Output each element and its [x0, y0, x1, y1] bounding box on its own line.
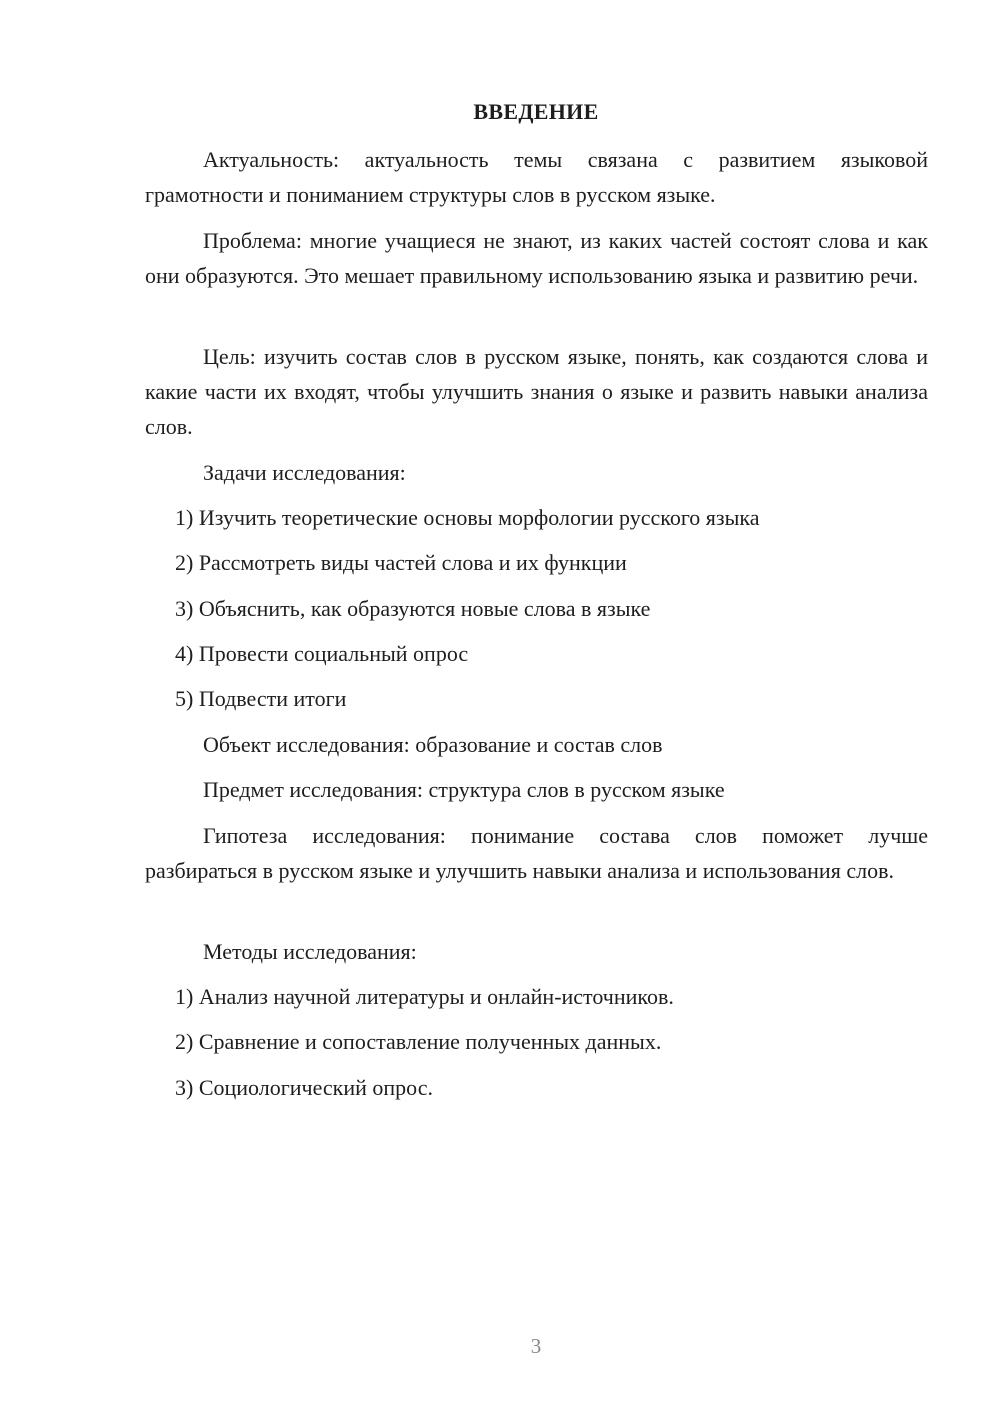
subject-line: Предмет исследования: структура слов в русском языке: [203, 777, 725, 802]
tasks-heading: Задачи исследования:: [203, 460, 406, 485]
goal-text: Цель: изучить состав слов в русском языке, понять, как создаются слова и какие части их входят, чтобы улучшить знания о языке и развить навыки анализа слов.: [145, 344, 928, 439]
problem-paragraph: [145, 223, 928, 293]
method-item: 3) Социологический опрос.: [175, 1075, 433, 1100]
section-title: ВВЕДЕНИЕ: [473, 99, 599, 124]
method-item: 1) Анализ научной литературы и онлайн-источников.: [175, 984, 674, 1009]
task-item: 5) Подвести итоги: [175, 686, 347, 711]
hypothesis-paragraph: [145, 818, 928, 888]
relevance-text: Актуальность: актуальность темы связана с развитием языковой грамотности и пониманием структуры слов в русском языке.: [145, 147, 928, 207]
hypothesis-text: Гипотеза исследования: понимание состава слов поможет лучше разбираться в русском языке и улучшить навыки анализа и использования слов.: [145, 823, 928, 883]
task-item: 3) Объяснить, как образуются новые слова в языке: [175, 596, 651, 621]
task-item: 4) Провести социальный опрос: [175, 641, 469, 666]
task-item: 2) Рассмотреть виды частей слова и их функции: [175, 550, 627, 575]
goal-paragraph: [145, 339, 928, 444]
methods-heading: Методы исследования:: [203, 939, 417, 964]
object-line: Объект исследования: образование и состав слов: [203, 732, 663, 757]
method-item: 2) Сравнение и сопоставление полученных данных.: [175, 1029, 662, 1054]
page-number: 3: [530, 1334, 542, 1358]
task-item: 1) Изучить теоретические основы морфологии русского языка: [175, 505, 760, 530]
problem-text: Проблема: многие учащиеся не знают, из каких частей состоят слова и как они образуются. Это мешает правильному использованию языка и развитию речи.: [145, 228, 928, 288]
relevance-paragraph: [145, 142, 928, 212]
